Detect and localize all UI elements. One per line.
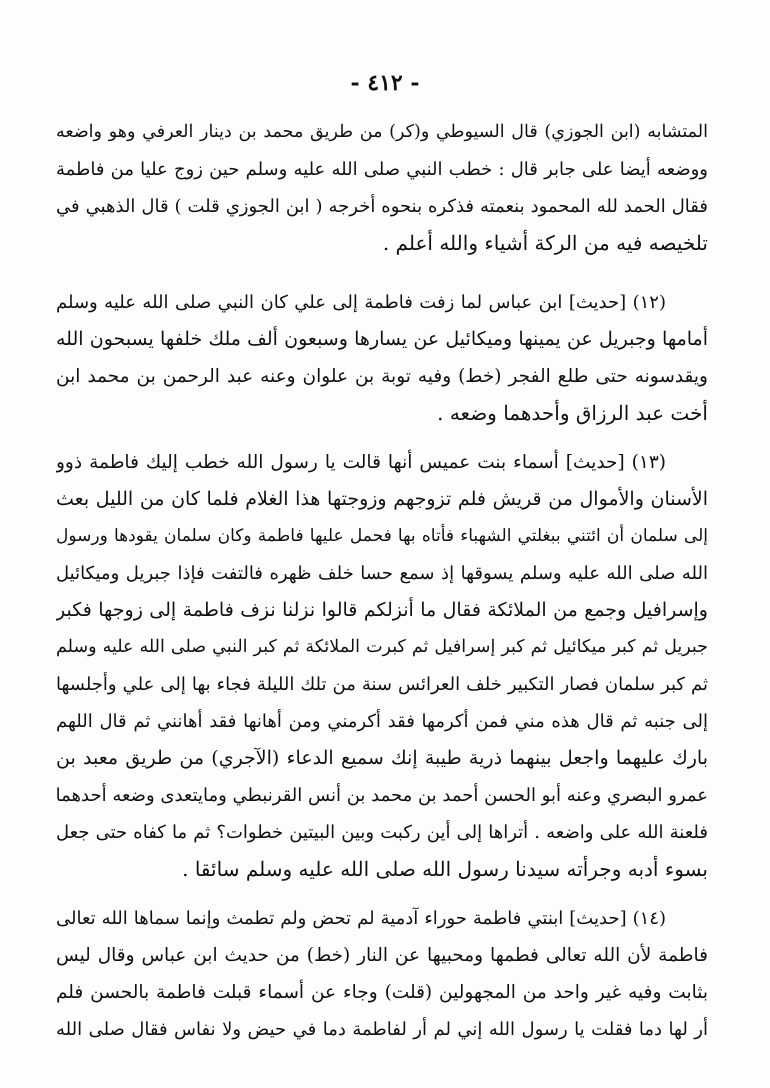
text-line: ووضعه أيضا على جابر قال : خطب النبي صلى الله عليه وسلم حين زوج عليا من فاطمة xyxy=(56,159,708,180)
text-line: إلى سلمان أن ائتني ببغلتي الشهباء فأتاه بها فحمل عليها فاطمة وكان سلمان يقودها ورسول xyxy=(56,526,708,546)
text-line: المتشابه (ابن الجوزي) قال السيوطي و(كر) من طريق محمد بن دينار العرفي وهو واضعه xyxy=(56,122,708,142)
text-line: فاطمة لأن الله تعالى فطمها ومحبيها عن النار (خط) من حديث ابن عباس وقال ليس xyxy=(56,945,708,966)
text-line: وإسرافيل وجمع من الملائكة فقال ما أنزلكم قالوا نزلنا نزف فاطمة إلى زوجها فكبر xyxy=(56,599,708,621)
text-line: الله صلى الله عليه وسلم يسوقها إذ سمع حسا خلف ظهره فالتفت فإذا جبريل وميكائيل xyxy=(56,563,708,584)
page-number: - ٤١٢ - xyxy=(350,70,420,96)
paragraph-hadith-12 xyxy=(56,284,708,432)
text-line: (١٢) [حديث] ابن عباس لما زفت فاطمة إلى علي كان النبي صلى الله عليه وسلم xyxy=(56,292,666,313)
paragraph-hadith-13 xyxy=(56,444,708,888)
text-line: عمرو البصري وعنه أبو الحسن أحمد بن محمد بن أنس القرنبطي ومايتعدى وضعه أحدهما xyxy=(56,785,708,806)
text-line: إلى جنبه ثم قال هذه مني فمن أكرمها فقد أكرمني ومن أهانها فقد أهانني ثم قال اللهم xyxy=(56,711,708,732)
text-line: أر لها دما فقلت يا رسول الله إني لم أر لفاطمة دما في حيض ولا نفاس فقال صلى الله xyxy=(56,1019,708,1040)
text-line: أخت عبد الرزاق وأحدهما وضعه . xyxy=(437,401,708,425)
text-line: جبريل ثم كبر ميكائيل ثم كبر إسرافيل ثم كبرت الملائكة ثم كبر النبي صلى الله عليه وسلم xyxy=(56,637,708,657)
text-line: ثم كبر سلمان فصار التكبير خلف العرائس سنة من تلك الليلة فجاء بها إلى علي وأجلسها xyxy=(56,674,708,695)
text-line: (١٤) [حديث] ابنتي فاطمة حوراء آدمية لم تحض ولم تطمث وإنما سماها الله تعالى xyxy=(56,908,666,929)
text-line: أمامها وجبريل عن يمينها وميكائيل عن يسارها وسبعون ألف ملك خلفها يسبحون الله xyxy=(56,328,708,350)
text-line: فلعنة الله على واضعه . أتراها إلى أين ركبت وبين البيتين خطوات؟ ثم ما كفاه حتى جعل xyxy=(56,822,708,843)
paragraph-1 xyxy=(56,114,708,262)
text-line: تلخيصه فيه من الركة أشياء والله أعلم . xyxy=(382,231,708,255)
text-line: بارك عليهما واجعل بينهما ذرية طيبة إنك سميع الدعاء (الآجري) من طريق معبد بن xyxy=(56,747,708,769)
text-line: بثابت وفيه غير واحد من المجهولين (قلت) وجاء عن أسماء قبلت فاطمة بالحسن فلم xyxy=(56,982,708,1003)
text-line: فقال الحمد لله المحمود بنعمته فذكره بنحوه أخرجه ( ابن الجوزي قلت ) قال الذهبي في xyxy=(56,196,708,217)
text-line: الأسنان والأموال من قريش فلم تزوجهم وزوجتها هذا الغلام فلما كان من الليل بعث xyxy=(56,488,708,510)
text-line: بسوء أدبه وجرأته سيدنا رسول الله صلى الله عليه وسلم سائقا . xyxy=(182,857,708,881)
paragraph-hadith-14 xyxy=(56,900,708,1048)
text-line: ويقدسونه حتى طلع الفجر (خط) وفيه توبة بن علوان وعنه عبد الرحمن بن محمد ابن xyxy=(56,366,708,387)
text-line: (١٣) [حديث] أسماء بنت عميس أنها قالت يا رسول الله خطب إليك فاطمة ذوو xyxy=(56,452,666,473)
